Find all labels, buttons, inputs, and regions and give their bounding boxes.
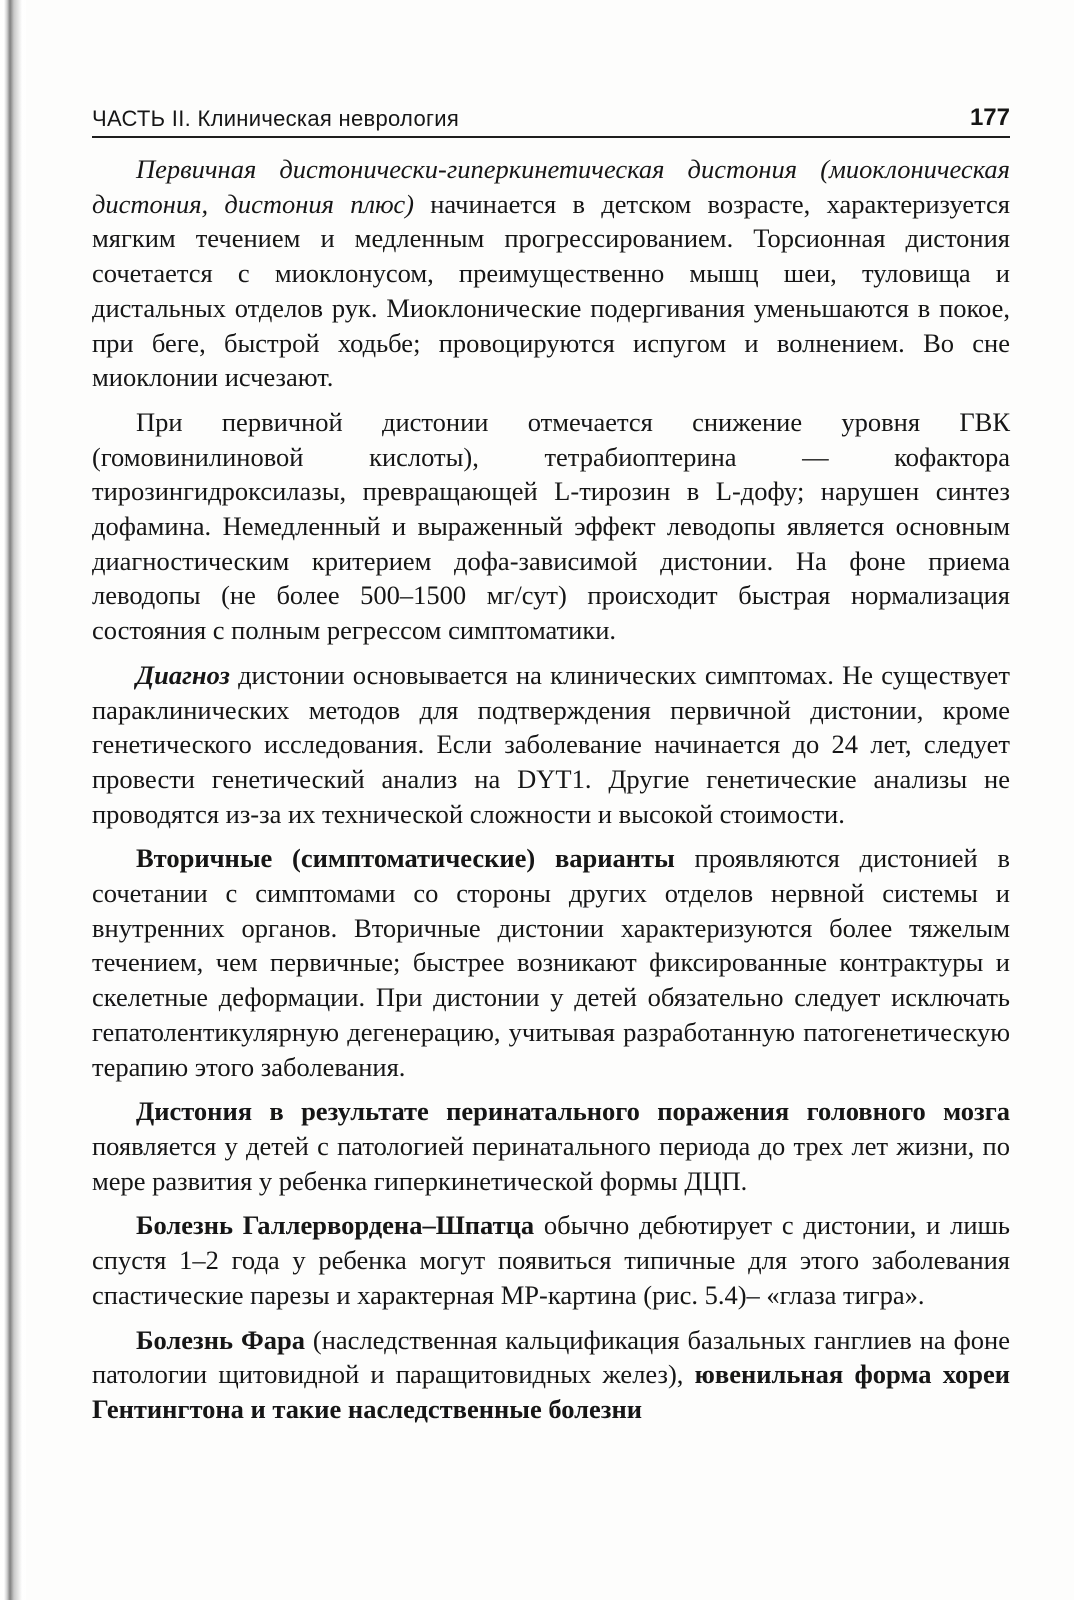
term-lead: Диагноз xyxy=(136,659,230,690)
paragraph xyxy=(92,841,1010,1084)
term-lead: Болезнь Галлервордена–Шпатца xyxy=(136,1210,535,1241)
term-lead: Болезнь Фара xyxy=(136,1324,305,1355)
paragraph xyxy=(92,1094,1010,1198)
paragraph xyxy=(92,152,1010,395)
paragraph-text: дистонии основывается на клинических симптомах. Не существует параклинических методов для подтверждения первичной дистонии, кроме генетического исследования. Если заболевание начинается до 24 лет, следует провести генетический анализ на DYT1. Другие генетические анализы не проводятся из-за их технической сложности и высокой стоимости. xyxy=(92,659,1010,829)
paragraph-text: начинается в детском возрасте, характеризуется мягким течением и медленным прогрессированием. Торсионная дистония сочетается с миоклонусом, преимущественно мышц шеи, туловища и дистальных отделов рук. Миоклонические подергивания уменьшаются в покое, при беге, быстрой ходьбе; провоцируются испугом и волнением. Во сне миоклонии исчезают. xyxy=(92,188,1010,393)
body-text xyxy=(92,152,1010,1437)
binding-shadow xyxy=(0,0,26,1600)
paragraph-text: обычно дебютирует с дистонии, и лишь спустя 1–2 года у ребенка могут появиться типичные для этого заболевания спастические парезы и характерная МР-картина (рис. 5.4)– «глаза тигра». xyxy=(92,1210,1010,1310)
term-tail: ювенильная форма хореи Гентингтона и такие наследственные болезни xyxy=(92,1359,1010,1424)
paragraph-text: появляется у детей с патологией перинатального периода до трех лет жизни, по мере развития у ребенка гиперкинетической формы ДЦП. xyxy=(92,1130,1010,1196)
paragraph xyxy=(92,1208,1010,1312)
paragraph-text: проявляются дистонией в сочетании с симптомами со стороны других отделов нервной системы и внутренних органов. Вторичные дистонии характеризуются более тяжелым течением, чем первичные; быстрее возникают фиксированные контрактуры и скелетные деформации. При дистонии у детей обязательно следует исключать гепатолентикулярную дегенерацию, учитывая разработанную патогенетическую терапию этого заболевания. xyxy=(92,843,1010,1082)
paragraph xyxy=(92,405,1010,648)
part-title: ЧАСТЬ II. Клиническая неврология xyxy=(92,106,460,131)
paragraph xyxy=(92,1323,1010,1427)
running-header xyxy=(92,100,1010,138)
paragraph-text: При первичной дистонии отмечается снижение уровня ГВК (гомовинилиновой кислоты), тетрабиоптерина — кофактора тирозингидроксилазы, превращающей L-тирозин в L-дофу; нарушен синтез дофамина. Немедленный и выраженный эффект леводопы является основным диагностическим критерием дофа-зависимой дистонии. На фоне приема леводопы (не более 500–1500 мг/сут) происходит быстрая нормализация состояния с полным регрессом симптоматики. xyxy=(92,406,1010,646)
term-lead: Вторичные (симптоматические) варианты xyxy=(136,843,675,874)
term-lead: Дистония в результате перинатального поражения головного мозга xyxy=(136,1096,1010,1127)
term-lead: Первичная дистонически-гиперкинетическая дистония (миоклоническая дистония, дистония плюс) xyxy=(92,154,1010,219)
page-number: 177 xyxy=(969,104,1010,131)
paragraph-text: (наследственная кальцификация базальных ганглиев на фоне патологии щитовидной и паращитовидных желез), xyxy=(92,1324,1010,1390)
paragraph xyxy=(92,658,1010,832)
